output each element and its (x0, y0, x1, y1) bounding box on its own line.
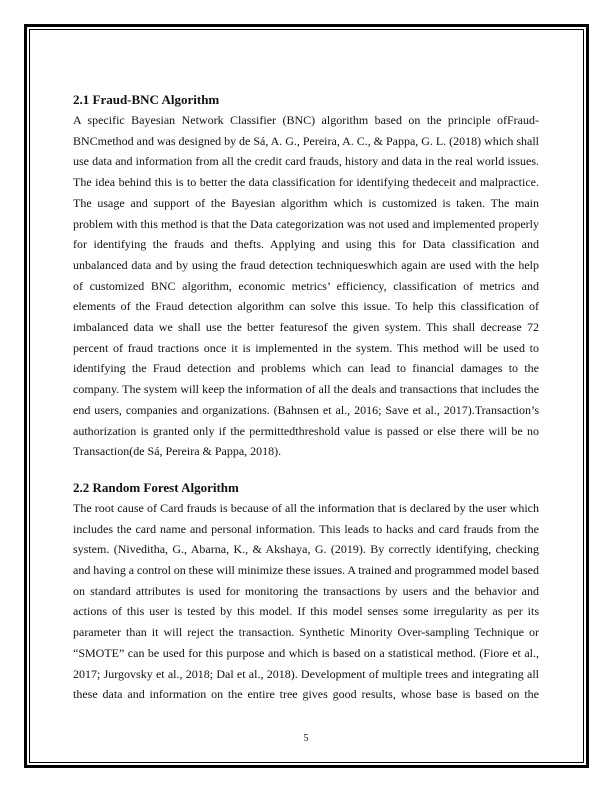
text-line: problem with this method is that the Data categorization was not used and implemented properly (73, 216, 539, 231)
text-line: use data and information from all the credit card frauds, history and data in the real world issues. (73, 154, 539, 169)
text-line: identifying the Fraud detection and problems which can lead to financial damages to the (73, 361, 539, 376)
text-line: end users, companies and organizations. (Bahnsen et al., 2016; Save et al., 2017).Transaction’s (73, 402, 539, 417)
section-heading-fraud-bnc: 2.1 Fraud-BNC Algorithm (73, 92, 220, 107)
paragraph-random-forest (73, 498, 539, 705)
text-line: parameter than it will reject the transaction. Synthetic Minority Over-sampling Technique or (73, 625, 539, 640)
text-line: includes the card name and personal information. This leads to hacks and card frauds from the (73, 521, 539, 536)
text-line: The root cause of Card frauds is because of all the information that is declared by the user which (73, 500, 539, 515)
text-line: 2017; Jurgovsky et al., 2018; Dal et al., 2018). Development of multiple trees and integrating all (73, 666, 539, 681)
text-line: and having a control on these will minimize these issues. A trained and programmed model based (73, 563, 539, 578)
section-heading-random-forest: 2.2 Random Forest Algorithm (73, 479, 239, 495)
text-line: for identifying the frauds and thefts. Applying and using this for Data classification and (73, 237, 539, 252)
text-line: unbalanced data and by using the fraud detection techniqueswhich again are used with the help (73, 257, 539, 272)
text-line: percent of fraud tractions once it is implemented in the system. This method will be used to (73, 340, 539, 355)
text-line: Transaction(de Sá, Pereira & Pappa, 2018). (73, 444, 282, 459)
text-line: on standard attributes is used for monitoring the transactions by users and the behavior and (73, 583, 539, 598)
text-line: The usage and support of the Bayesian algorithm which is customized is taken. The main (73, 195, 539, 210)
text-line: The idea behind this is to better the data classification for identifying thedeceit and malpractice. (73, 175, 539, 190)
text-line: elements of the Fraud detection algorithm can solve this issue. To help this classification of (73, 299, 539, 314)
text-line: of customized BNC algorithm, economic metrics’ efficiency, classification of metrics and (73, 278, 539, 293)
text-line: these data and information on the entire tree gives good results, whose base is based on the (73, 687, 539, 702)
text-line: imbalanced data we shall use the better featuresof the given system. This shall decrease 72 (73, 320, 539, 335)
page-content (73, 92, 539, 705)
text-line: A specific Bayesian Network Classifier (BNC) algorithm based on the principle ofFraud- (73, 113, 539, 127)
text-line: actions of this user is tested by this model. If this model senses some irregularity as per its (73, 604, 539, 619)
text-line: “SMOTE” can be used for this purpose and which is based on a statistical method. (Fiore et al., (73, 645, 539, 660)
text-line: system. (Niveditha, G., Abarna, K., & Akshaya, G. (2019). By correctly identifying, checking (73, 542, 539, 557)
paragraph-fraud-bnc (73, 110, 539, 462)
page-number: 5 (303, 733, 309, 744)
text-line: BNCmethod and was designed by de Sá, A. G., Pereira, A. C., & Pappa, G. L. (2018) which shall (73, 133, 539, 148)
text-line: authorization is granted only if the permittedthreshold value is passed or else there will be no (73, 423, 539, 438)
text-line: company. The system will keep the information of all the deals and transactions that includes the (73, 382, 539, 397)
